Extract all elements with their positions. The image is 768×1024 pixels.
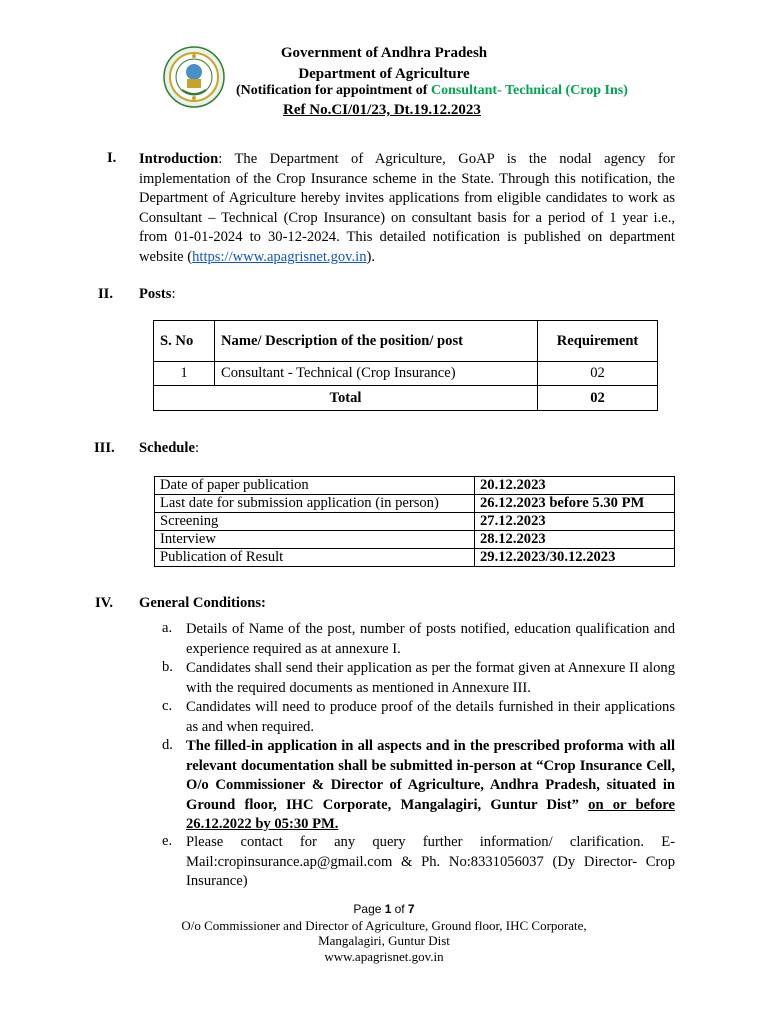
posts-total-label: Total	[154, 386, 538, 411]
schedule-event: Date of paper publication	[155, 477, 475, 495]
condition-letter: d.	[162, 737, 173, 753]
posts-total-value: 02	[538, 386, 658, 411]
header-line-department: Department of Agriculture	[298, 66, 470, 82]
footer-address-line-2: Mangalagiri, Guntur Dist	[318, 933, 450, 948]
page-number: 1	[384, 902, 392, 916]
condition-text	[186, 737, 675, 835]
header-notification-line	[236, 82, 628, 100]
posts-cell-name: Consultant - Technical (Crop Insurance)	[215, 362, 538, 386]
page-total: 7	[407, 902, 415, 916]
page-word: Page	[353, 902, 382, 916]
condition-text: Please contact for any query further information/ clarification. E-Mail:cropinsurance.ap@gmail.com & Ph. No:8331056037 (Dy Director- Crop Insurance)	[186, 834, 675, 890]
condition-text: Candidates will need to produce proof of the details furnished in their applications as and when required.	[186, 699, 675, 735]
schedule-date: 29.12.2023/30.12.2023	[475, 549, 675, 567]
condition-d-deadline: on or before 26.12.2022 by 05:30 PM.	[186, 796, 675, 833]
posts-header-row	[154, 321, 658, 362]
footer-website: www.apagrisnet.gov.in	[324, 949, 444, 964]
schedule-date: 20.12.2023	[475, 477, 675, 495]
section-number-schedule: III.	[94, 440, 115, 456]
website-link[interactable]: https://www.apagrisnet.gov.in	[192, 248, 367, 265]
intro-text-end: ).	[366, 248, 376, 265]
table-row	[155, 531, 675, 549]
posts-table	[153, 320, 658, 411]
reference-number-text: Ref No.CI/01/23, Dt.19.12.2023	[283, 102, 481, 118]
posts-title: Posts	[139, 286, 172, 302]
intro-text: : The Department of Agriculture, GoAP is the nodal agency for implementation of the Crop Insurance scheme in the State. Through this notification, the Department of Agriculture hereby invites applications from eligible candidates to work as Consultant – Technical (Crop Insurance) on consultant basis for a period of 1 year i.e., from 01-01-2024 to 30-12-2024. This detailed notification is published on department website (	[139, 151, 675, 265]
schedule-event: Screening	[155, 513, 475, 531]
schedule-table	[154, 476, 675, 567]
page-of: of	[394, 902, 405, 916]
table-row	[155, 513, 675, 531]
posts-cell-sno: 1	[154, 362, 215, 386]
reference-number	[283, 100, 481, 120]
table-row	[154, 362, 658, 386]
table-row	[155, 549, 675, 567]
notification-post-name: Consultant- Technical (Crop Ins)	[430, 83, 628, 98]
section-number-intro: I.	[107, 150, 117, 166]
condition-text: Details of Name of the post, number of posts notified, education qualification and experience required as at annexure I.	[186, 621, 675, 657]
condition-letter: c.	[162, 698, 173, 714]
condition-d-text: The filled-in application in all aspects and in the prescribed proforma with all relevant documentation shall be submitted in-person at “Crop Insurance Cell, O/o Commissioner & Director of Agriculture, Andhra Pradesh, situated in Ground floor, IHC Corporate, Mangalagiri, Guntur Dist”	[186, 738, 675, 813]
condition-letter: b.	[162, 659, 173, 675]
intro-paragraph	[139, 150, 675, 268]
page-indicator	[0, 901, 768, 917]
intro-title: Introduction	[139, 151, 219, 167]
posts-colon: :	[171, 286, 176, 302]
conditions-title: General Conditions:	[139, 595, 266, 611]
posts-cell-requirement: 02	[538, 362, 658, 386]
posts-col-requirement: Requirement	[538, 321, 658, 362]
condition-text: Candidates shall send their application as per the format given at Annexure II along with the required documents as mentioned in Annexure III.	[186, 660, 675, 696]
table-row	[155, 477, 675, 495]
table-row	[155, 495, 675, 513]
posts-total-row	[154, 386, 658, 411]
condition-letter: a.	[162, 620, 173, 636]
schedule-heading	[139, 440, 199, 457]
schedule-colon: :	[194, 440, 200, 456]
condition-letter: e.	[162, 833, 173, 849]
header-line-government: Government of Andhra Pradesh	[280, 45, 488, 61]
schedule-event: Interview	[155, 531, 475, 549]
section-number-conditions: IV.	[95, 595, 113, 611]
schedule-date: 26.12.2023 before 5.30 PM	[475, 495, 675, 513]
notification-prefix: (Notification for appointment of	[236, 83, 431, 98]
section-number-posts: II.	[98, 286, 114, 302]
schedule-date: 27.12.2023	[475, 513, 675, 531]
schedule-date: 28.12.2023	[475, 531, 675, 549]
posts-heading	[139, 286, 176, 303]
posts-col-name: Name/ Description of the position/ post	[215, 321, 538, 362]
schedule-event: Publication of Result	[155, 549, 475, 567]
schedule-event: Last date for submission application (in person)	[155, 495, 475, 513]
footer-address-line-1: O/o Commissioner and Director of Agriculture, Ground floor, IHC Corporate,	[181, 918, 587, 933]
schedule-title: Schedule	[139, 440, 195, 456]
posts-col-sno: S. No	[154, 321, 215, 362]
